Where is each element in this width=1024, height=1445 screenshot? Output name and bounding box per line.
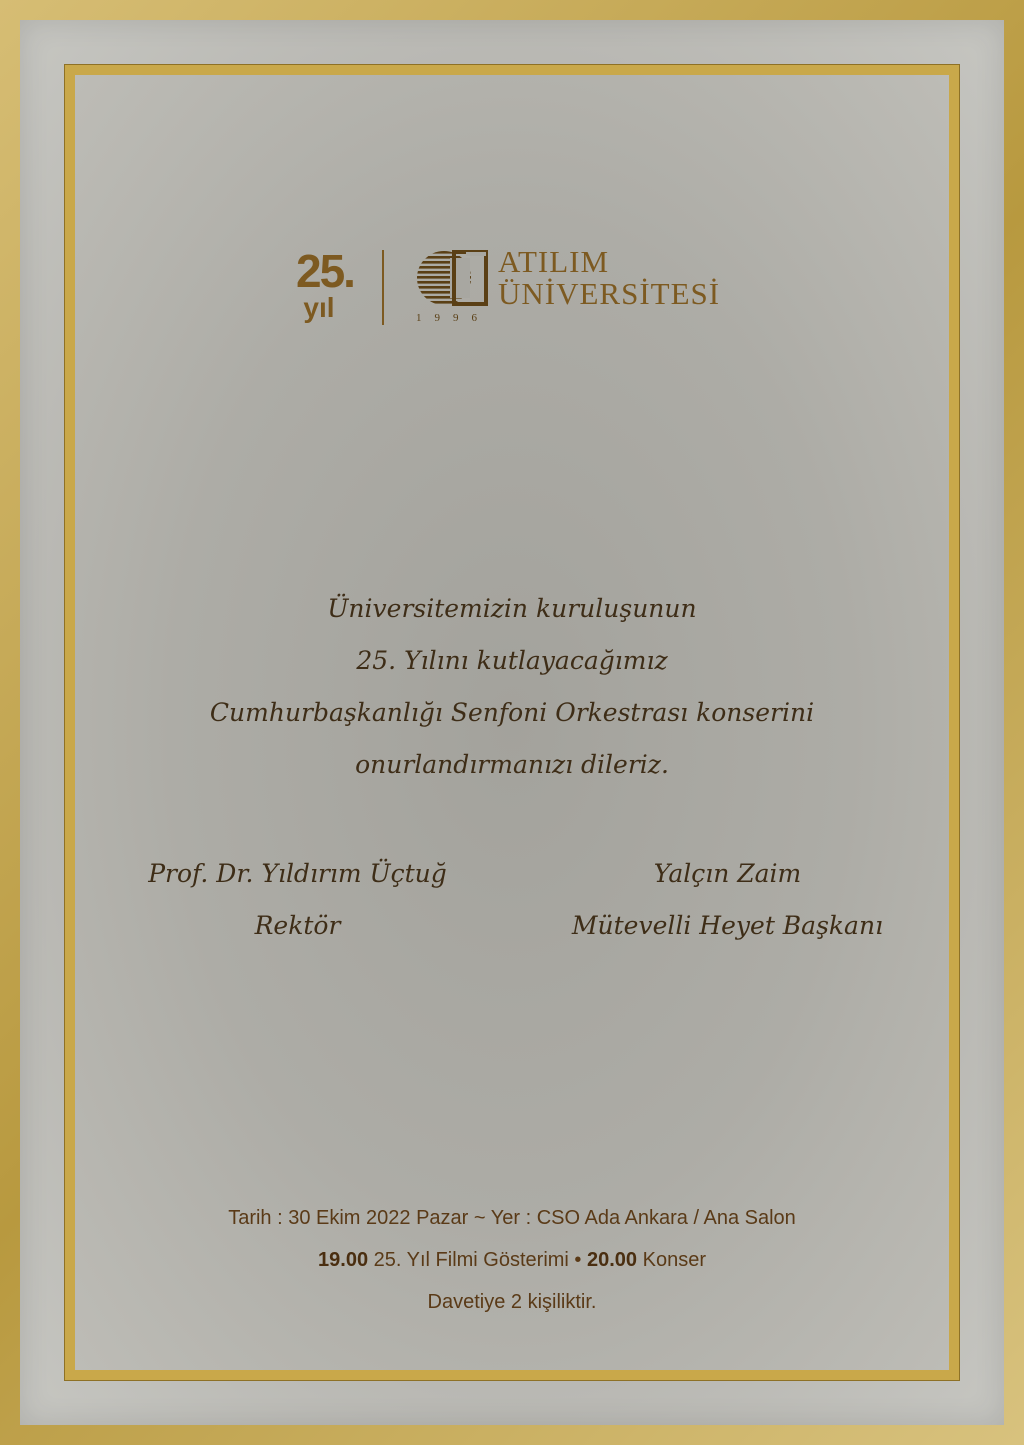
anniversary-badge xyxy=(290,245,360,323)
event-schedule xyxy=(75,1239,949,1281)
concert-label: Konser xyxy=(637,1249,706,1271)
founded-year: 1996 xyxy=(416,312,490,324)
rector-title: Rektör xyxy=(254,911,341,940)
rector-name: Prof. Dr. Yıldırım Üçtuğ xyxy=(148,859,447,888)
board-chair-title: Mütevelli Heyet Başkanı xyxy=(571,911,884,940)
signature-board-chair xyxy=(555,848,900,952)
message-line-4: onurlandırmanızı dileriz. xyxy=(355,750,669,779)
event-details xyxy=(75,1197,949,1323)
film-label: 25. Yıl Filmi Gösterimi • xyxy=(368,1249,587,1271)
university-name-line1: ATILIM xyxy=(498,244,610,279)
concert-time: 20.00 xyxy=(586,1249,638,1271)
invitation-message xyxy=(75,583,949,791)
message-line-3: Cumhurbaşkanlığı Senfoni Orkestrası konserini xyxy=(209,698,815,727)
logo-divider xyxy=(382,250,384,325)
anniversary-number: 25. xyxy=(296,245,354,297)
message-line-2: 25. Yılını kutlayacağımız xyxy=(356,646,668,675)
invitation-note: Davetiye 2 kişiliktir. xyxy=(427,1291,597,1313)
university-name-line2: ÜNİVERSİTESİ xyxy=(498,276,721,311)
signature-rector xyxy=(120,848,475,952)
anniversary-word: yıl xyxy=(303,292,335,323)
university-name xyxy=(498,246,720,310)
board-chair-name: Yalçın Zaim xyxy=(653,859,802,888)
event-date-venue: Tarih : 30 Ekim 2022 Pazar ~ Yer : CSO Ada Ankara / Ana Salon xyxy=(228,1207,796,1229)
university-emblem-icon xyxy=(416,248,488,315)
film-time: 19.00 xyxy=(318,1249,369,1271)
message-line-1: Üniversitemizin kuruluşunun xyxy=(327,594,697,623)
